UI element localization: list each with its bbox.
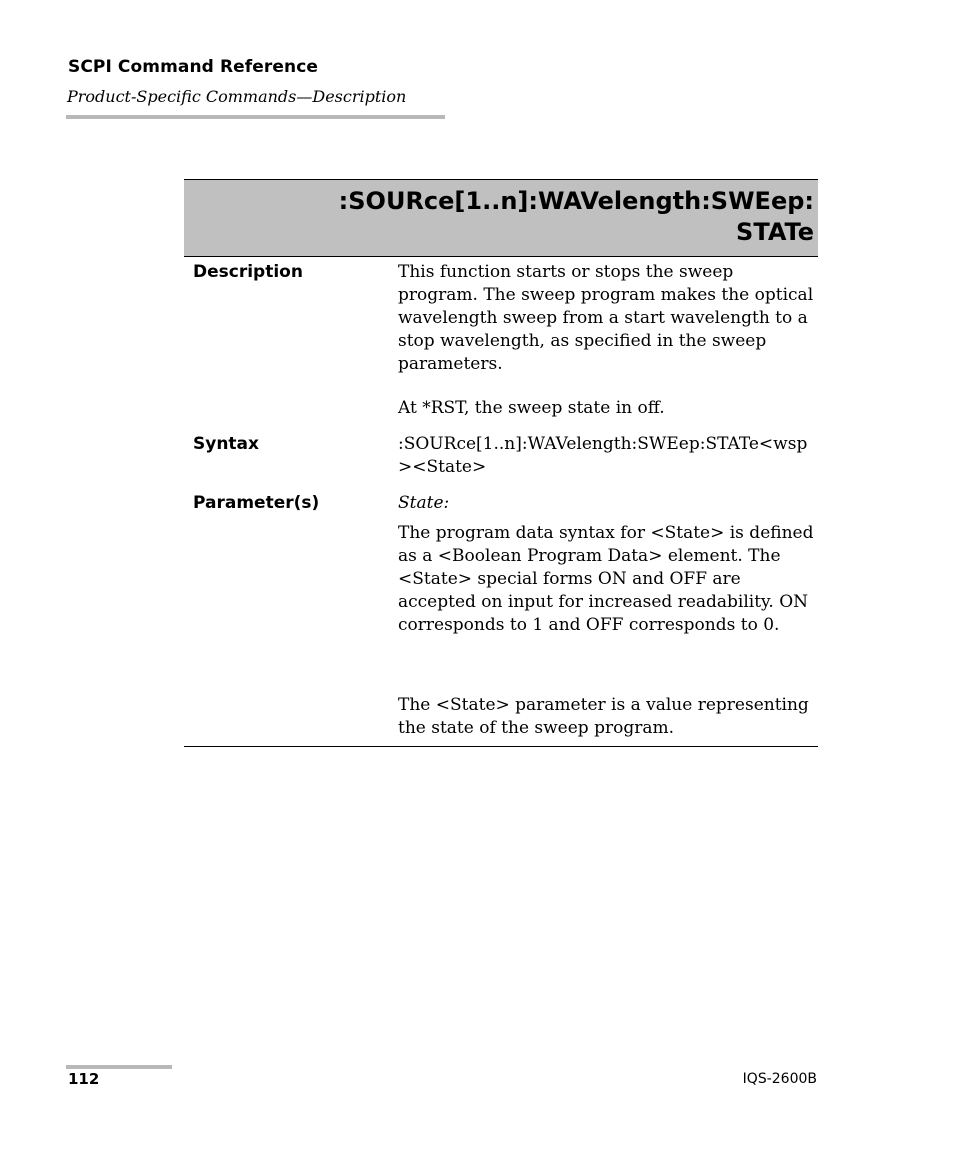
page-number: 112 [68, 1070, 100, 1088]
description-reset-note: At *RST, the sweep state in off. [398, 398, 665, 418]
command-name: :SOURce[1..n]:WAVelength:SWEep: STATe [338, 187, 814, 246]
parameter-note: The <State> parameter is a value representing the state of the sweep program. [398, 695, 809, 738]
running-header-subtitle: Product-Specific Commands—Description [67, 87, 407, 106]
header-divider [66, 115, 445, 119]
parameter-description: The program data syntax for <State> is defined as a <Boolean Program Data> element. The <State> special forms ON and OFF are accepted on input for increased readability. ON corresponds to 1 and OFF corresponds to 0. [398, 523, 814, 635]
table-bottom-rule [184, 746, 818, 747]
description-label: Description [193, 262, 303, 282]
description-text: This function starts or stops the sweep program. The sweep program makes the optical wavelength sweep from a start wavelength to a stop wavelength, as specified in the sweep parameters. [398, 262, 814, 374]
command-title-bar [184, 179, 818, 257]
syntax-label: Syntax [193, 434, 259, 454]
product-name: IQS-2600B [742, 1071, 817, 1087]
footer-divider [66, 1065, 172, 1069]
running-header-title: SCPI Command Reference [68, 57, 319, 77]
parameter-name: State: [398, 493, 450, 513]
syntax-text: :SOURce[1..n]:WAVelength:SWEep:STATe<wsp ><State> [398, 434, 808, 477]
parameters-label: Parameter(s) [193, 493, 320, 513]
